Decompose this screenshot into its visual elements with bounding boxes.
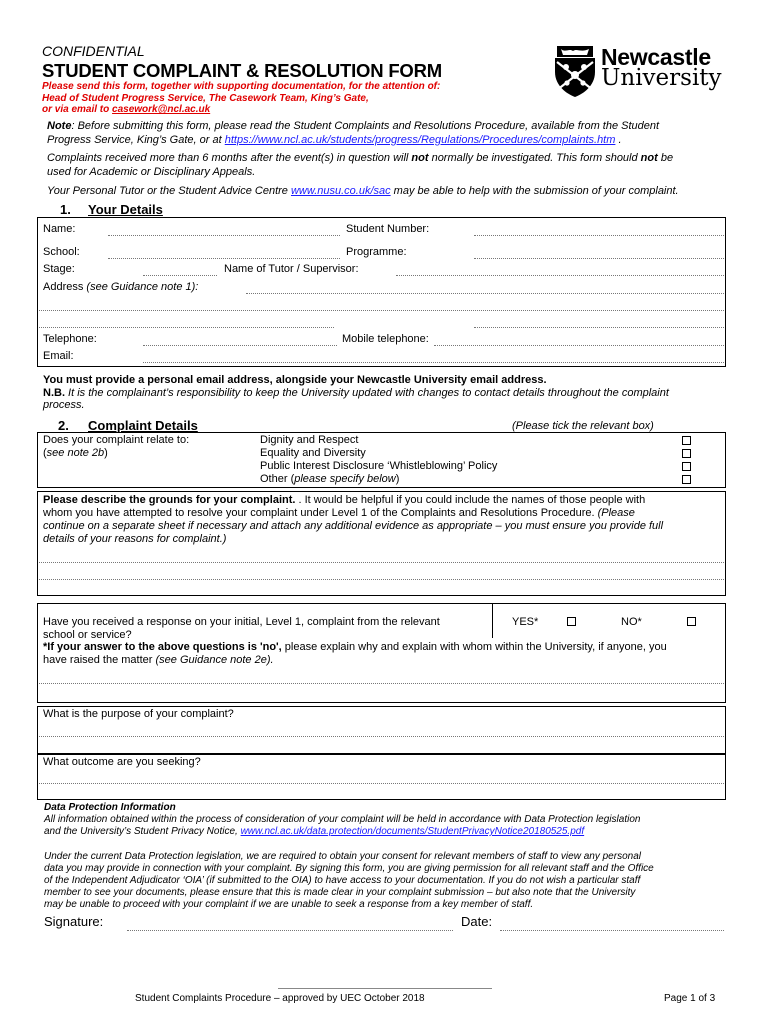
address-field-line3b[interactable] [474,327,724,328]
signature-field[interactable] [127,930,453,931]
date-field[interactable] [500,930,724,931]
send-instructions: Please send this form, together with supporting documentation, for the attention of: Head of Student Progress Service, The Casework Team, King’s Gate, or via email to casework@ncl.ac.uk [42,81,441,115]
response-divider [492,603,493,638]
student-number-field[interactable] [474,235,724,236]
section1-number: 1. [60,202,71,217]
checkbox-yes[interactable] [567,617,576,626]
response-line1[interactable] [39,683,724,684]
grounds-line2[interactable] [39,579,724,580]
email-notice: You must provide a personal email address, alongside your Newcastle University email address. N.B. It is the complainant’s responsibility to keep the University updated with changes to contact details throughout the complaint process. [43,374,669,411]
data-protection-p2: Under the current Data Protection legislation, we are required to obtain your consent for relevant members of staff to view any personal data you may provide in connection with your complaint. By signing this form, you are giving permission for all relevant staff and the Office of the Independent Adjudicator ‘OIA’ (if submitted to the OIA) to have access to your documentation. If you do not wish a particular staff member to see your documents, please ensure that this is made clear in your complaint submission – but also note that the University may be unable to proceed with your complaint if we are unable to seek a response from a key member of staff. [44,851,654,910]
name-label: Name: [43,223,76,235]
outcome-question: What outcome are you seeking? [43,756,201,768]
confidential-label: CONFIDENTIAL [42,43,145,59]
signature-label: Signature: [44,914,104,929]
mobile-field[interactable] [434,345,724,346]
yes-label: YES* [512,616,539,628]
date-label: Date: [461,914,493,929]
six-months-note: Complaints received more than 6 months after the event(s) in question will not normally be investigated. This form should not be used for Academic or Disciplinary Appeals. [47,152,674,178]
address-field-line3a[interactable] [39,327,334,328]
outcome-line1[interactable] [39,783,724,784]
option-other: Other (please specify below) [260,473,400,485]
tutor-field[interactable] [396,275,724,276]
casework-email-link[interactable]: casework@ncl.ac.uk [112,104,211,115]
advice-note: Your Personal Tutor or the Student Advice Centre www.nusu.co.uk/sac may be able to help with the submission of your complaint. [47,185,679,197]
option-dignity: Dignity and Respect [260,434,359,446]
address-field-line1[interactable] [246,293,724,294]
tick-note: (Please tick the relevant box) [512,420,654,432]
data-protection-heading: Data Protection Information [44,802,176,813]
no-label: NO* [621,616,642,628]
email-label: Email: [43,350,74,362]
address-field-line2[interactable] [39,310,724,311]
relate-question: Does your complaint relate to: (see note 2b) [43,434,190,459]
checkbox-equality[interactable] [682,449,691,458]
section1-title: Your Details [88,202,163,217]
school-label: School: [43,246,80,258]
telephone-label: Telephone: [43,333,97,345]
student-number-label: Student Number: [346,223,430,235]
footer-rule [278,988,492,989]
section2-number: 2. [58,418,69,433]
programme-label: Programme: [346,246,407,258]
data-protection-p1: All information obtained within the process of consideration of your complaint will be held in accordance with Data Protection legislation and the University’s Student Privacy Notice, www.ncl.ac.uk/data.protection/documents/StudentPrivacyNotice20180525.pdf [44,814,641,837]
intro-note: Note: Before submitting this form, please read the Student Complaints and Resolutions Procedure, available from the Student Progress Service, King’s Gate, or at https://www.ncl.ac.uk/students/progress/Regulations/Procedures/complaints.htm . [47,120,660,146]
address-label: Address (see Guidance note 1): [43,281,199,293]
checkbox-no[interactable] [687,617,696,626]
form-title: STUDENT COMPLAINT & RESOLUTION FORM [42,60,442,81]
if-no-instructions: *If your answer to the above questions is 'no', please explain why and explain with whom within the University, if anyone, you have raised the matter (see Guidance note 2e). [43,641,667,666]
email-field[interactable] [143,362,724,363]
telephone-field[interactable] [143,345,337,346]
crest-icon [553,44,597,98]
purpose-question: What is the purpose of your complaint? [43,708,234,720]
grounds-instructions: Please describe the grounds for your complaint. . It would be helpful if you could include the names of those people with whom you have attempted to resolve your complaint under Level 1 of the Complaints and Resolutions Procedure. (Please continue on a separate sheet if necessary and attach any additional evidence as appropriate – you must ensure you provide full details of your reasons for complaint.) [43,494,664,545]
stage-label: Stage: [43,263,75,275]
name-field[interactable] [108,235,340,236]
checkbox-whistleblowing[interactable] [682,462,691,471]
school-field[interactable] [108,258,340,259]
checkbox-dignity[interactable] [682,436,691,445]
stage-field[interactable] [143,275,217,276]
privacy-notice-link[interactable]: www.ncl.ac.uk/data.protection/documents/StudentPrivacyNotice20180525.pdf [240,826,585,837]
mobile-label: Mobile telephone: [342,333,429,345]
option-whistleblowing: Public Interest Disclosure ‘Whistleblowing’ Policy [260,460,498,472]
university-logo [553,44,723,98]
response-question: Have you received a response on your initial, Level 1, complaint from the relevant school or service? [43,616,440,641]
tutor-label: Name of Tutor / Supervisor: [224,263,359,275]
nusu-sac-link[interactable]: www.nusu.co.uk/sac [290,185,391,197]
checkbox-other[interactable] [682,475,691,484]
logo-wordmark-bottom: University [601,65,722,91]
purpose-line1[interactable] [39,736,724,737]
complaints-procedure-link[interactable]: https://www.ncl.ac.uk/students/progress/Regulations/Procedures/complaints.htm [224,133,616,146]
page-number: Page 1 of 3 [664,993,716,1004]
grounds-line1[interactable] [39,562,724,563]
section2-title: Complaint Details [88,418,198,433]
footer-procedure: Student Complaints Procedure – approved by UEC October 2018 [135,993,425,1004]
programme-field[interactable] [474,258,724,259]
logo-wordmark-top: Newcastle [601,44,711,70]
option-equality: Equality and Diversity [260,447,366,459]
